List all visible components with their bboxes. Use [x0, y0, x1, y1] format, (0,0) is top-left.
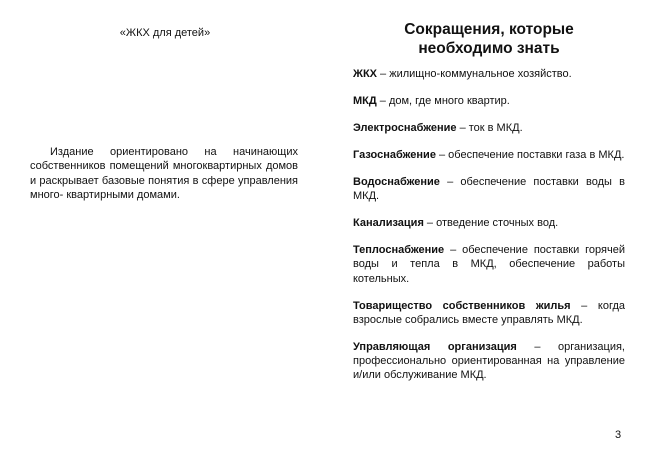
term-item: [353, 67, 625, 81]
term-name: Водоснабжение: [353, 176, 440, 188]
term-item: [353, 216, 625, 230]
term-definition: – обеспечение поставки газа в МКД.: [435, 149, 625, 161]
abbreviation-list: [353, 67, 625, 395]
series-title: «ЖКХ для детей»: [119, 27, 211, 39]
right-page: [325, 0, 650, 461]
intro-paragraph: Издание ориентировано на начинающих собственников помещений многоквартирных домов и раскрывает базовые понятия в сфере управления много- квартирными домами.: [30, 146, 298, 202]
heading-line-1: Сокращения, которые: [404, 21, 574, 38]
term-definition: – организация, профессионально ориентированная на управление и/или обслуживание МКД.: [353, 340, 625, 382]
heading-line-2: необходимо знать: [418, 40, 560, 57]
term-name: Товарищество собственников жилья: [353, 299, 571, 312]
term-name: Теплоснабжение: [353, 244, 445, 257]
term-name: Канализация: [353, 217, 424, 230]
term-item: [353, 175, 625, 203]
term-item: [353, 121, 625, 135]
term-item: [353, 148, 625, 162]
term-definition: – обеспечение поставки воды в МКД.: [353, 176, 625, 203]
term-name: Газоснабжение: [353, 149, 436, 161]
term-definition: – когда взрослые собрались вместе управлять МКД.: [353, 299, 625, 326]
page-heading: [353, 20, 625, 58]
page-number: 3: [615, 429, 622, 441]
term-definition: – обеспечение поставки горячей воды и тепла в МКД, обеспечение работы котельных.: [353, 244, 625, 285]
term-name: МКД: [353, 95, 377, 107]
term-definition: – дом, где много квартир.: [376, 95, 510, 107]
term-item: [353, 340, 625, 383]
term-item: [353, 243, 625, 286]
term-name: Управляющая организация: [353, 340, 517, 353]
term-item: [353, 94, 625, 108]
term-name: ЖКХ: [353, 68, 377, 80]
term-definition: – ток в МКД.: [456, 122, 523, 134]
term-name: Электроснабжение: [353, 122, 457, 134]
term-definition: – отведение сточных вод.: [423, 217, 559, 230]
term-item: [353, 299, 625, 327]
term-definition: – жилищно-коммунальное хозяйство.: [377, 68, 572, 80]
